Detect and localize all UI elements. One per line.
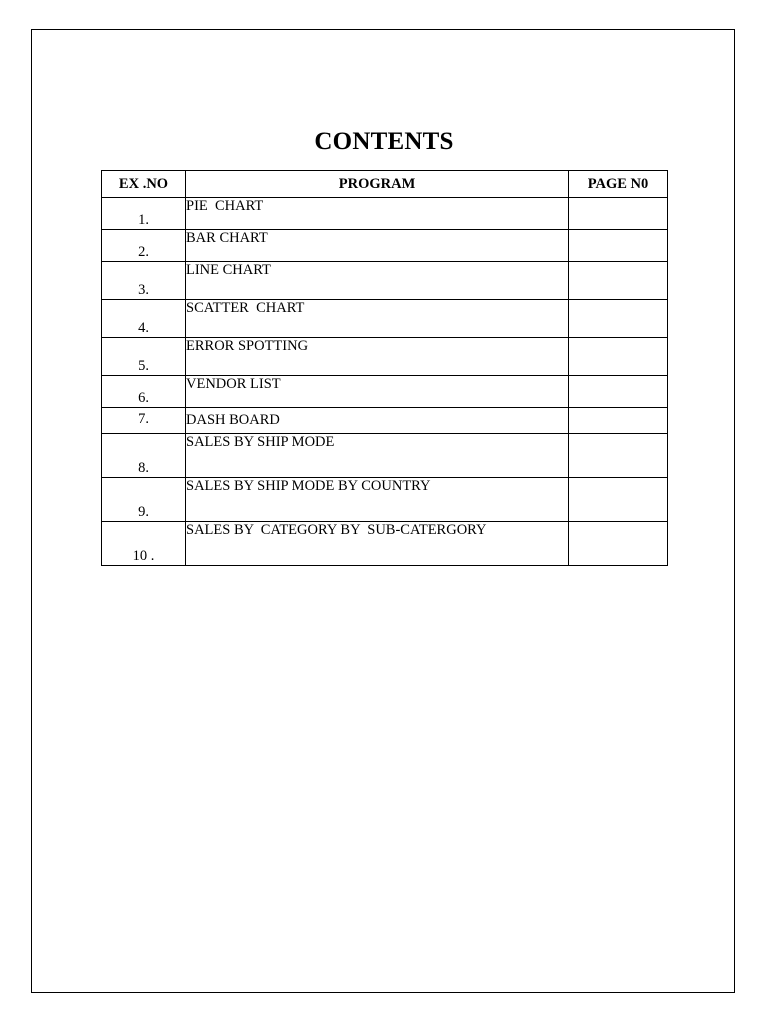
ex-no-cell: 10 . — [102, 522, 186, 566]
program-cell: SALES BY SHIP MODE BY COUNTRY — [186, 478, 569, 522]
table-row — [102, 522, 668, 566]
ex-no-cell: 6. — [102, 376, 186, 408]
ex-no-cell: 8. — [102, 434, 186, 478]
header-page-no: PAGE N0 — [569, 171, 668, 198]
ex-no-cell: 5. — [102, 338, 186, 376]
ex-no-cell: 3. — [102, 262, 186, 300]
ex-no-cell: 4. — [102, 300, 186, 338]
page-no-cell — [569, 434, 668, 478]
table-row — [102, 262, 668, 300]
page-no-cell — [569, 300, 668, 338]
ex-no-cell: 9. — [102, 478, 186, 522]
page-no-cell — [569, 338, 668, 376]
program-cell: SCATTER CHART — [186, 300, 569, 338]
page-no-cell — [569, 478, 668, 522]
table-row — [102, 434, 668, 478]
program-cell: LINE CHART — [186, 262, 569, 300]
program-cell: ERROR SPOTTING — [186, 338, 569, 376]
ex-no-cell: 2. — [102, 230, 186, 262]
table-row — [102, 376, 668, 408]
page-no-cell — [569, 198, 668, 230]
table-row — [102, 478, 668, 522]
program-cell: SALES BY SHIP MODE — [186, 434, 569, 478]
table-row — [102, 198, 668, 230]
program-cell: DASH BOARD — [186, 408, 569, 434]
ex-no-cell: 7. — [102, 408, 186, 434]
table-row — [102, 230, 668, 262]
program-cell: SALES BY CATEGORY BY SUB-CATERGORY — [186, 522, 569, 566]
table-header-row — [102, 171, 668, 198]
page-no-cell — [569, 522, 668, 566]
program-cell: PIE CHART — [186, 198, 569, 230]
header-program: PROGRAM — [186, 171, 569, 198]
header-ex-no: EX .NO — [102, 171, 186, 198]
ex-no-cell: 1. — [102, 198, 186, 230]
table-row — [102, 300, 668, 338]
page-title: CONTENTS — [314, 128, 454, 155]
program-cell: BAR CHART — [186, 230, 569, 262]
page-no-cell — [569, 262, 668, 300]
contents-table — [101, 170, 668, 566]
table-row — [102, 408, 668, 434]
table-row — [102, 338, 668, 376]
page-no-cell — [569, 376, 668, 408]
program-cell: VENDOR LIST — [186, 376, 569, 408]
page-no-cell — [569, 230, 668, 262]
page-no-cell — [569, 408, 668, 434]
